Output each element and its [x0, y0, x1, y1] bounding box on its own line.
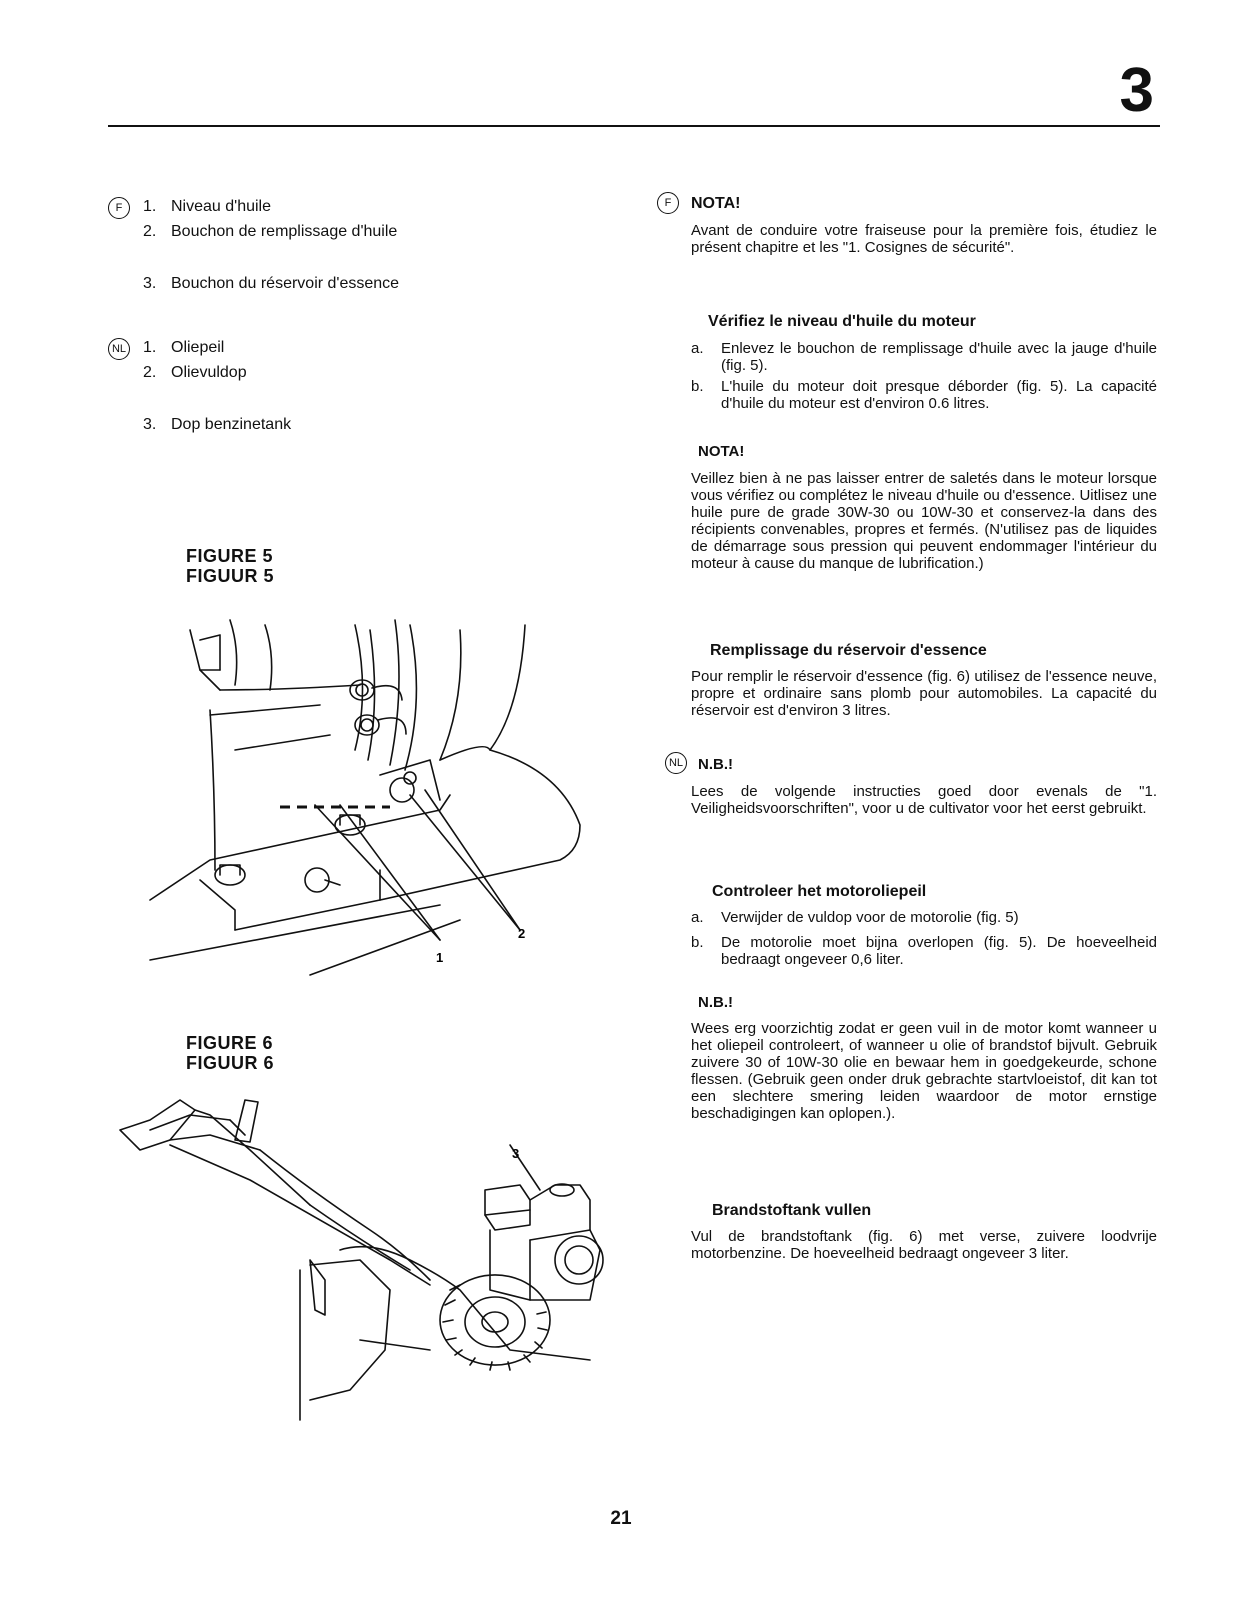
figure-5-callout-2: 2: [518, 926, 526, 941]
header-rule: [108, 125, 1160, 127]
nb-badge: [665, 752, 687, 774]
nota-badge: [657, 192, 679, 214]
nota-text: Avant de conduire votre fraiseuse pour la première fois, étudiez le présent chapitre et les "1. Cosignes de sécurité".: [691, 222, 1157, 256]
figure-5-callout-1: 1: [436, 950, 444, 965]
oil-check-nl-heading: Controleer het motoroliepeil: [712, 883, 927, 900]
figure-5-illustration: [140, 610, 600, 990]
oil-check-nl-list: [691, 909, 1157, 968]
language-nl-icon: NL: [108, 338, 130, 360]
legend-f-badge: [108, 197, 130, 219]
fuel-nl-heading: Brandstoftank vullen: [712, 1202, 872, 1219]
legend-f-item-1: 1. Niveau d'huile: [143, 198, 272, 215]
legend-f-item-2: 2. Bouchon de remplissage d'huile: [143, 223, 398, 240]
list-item: b. L'huile du moteur doit presque déborder (fig. 5). La capacité d'huile du moteur est d'environ 0.6 litres.: [691, 378, 1157, 412]
chapter-number: 3: [1119, 56, 1154, 125]
list-item: b. De motorolie moet bijna overlopen (fig. 5). De hoeveelheid bedraagt ongeveer 0,6 liter.: [691, 934, 1157, 968]
list-item: a. Verwijder de vuldop voor de motorolie (fig. 5): [691, 909, 1019, 926]
nota-heading: NOTA!: [691, 195, 741, 212]
legend-f-item-3: 3. Bouchon du réservoir d'essence: [143, 275, 400, 292]
oil-check-fr-list: [691, 340, 1157, 412]
fuel-fr-heading: Remplissage du réservoir d'essence: [710, 642, 987, 659]
fuel-nl-text: Vul de brandstoftank (fig. 6) met verse, zuivere loodvrije motorbenzine. De hoeveelheid bedraagt ongeveer 3 liter.: [691, 1228, 1157, 1262]
legend-nl-item-1: 1. Oliepeil: [143, 339, 225, 356]
legend-nl-badge: [108, 338, 130, 360]
nb2-text: Wees erg voorzichtig zodat er geen vuil in de motor komt wanneer u het oliepeil controleert, of wanneer u olie of brandstof bijvult. Gebruik zuivere 30 of 10W-30 olie en bewaar hem in goedgekeurde, schone flessen. (Gebruik geen onder druk gebrachte startvloeistof, dit kan tot een slechtere smering leiden waardoor de motor ernstige beschadigingen kan oplopen.).: [691, 1020, 1157, 1122]
nota2-text: Veillez bien à ne pas laisser entrer de saletés dans le moteur lorsque vous vérifiez ou complétez le niveau d'huile ou d'essence. Uitlisez une huile pure de grade 30W-30 ou 10W-30 et conservez-la dans des récipients convenables, propres et fermés. (N'utilisez pas de liquides de démarrage sous pression qui peuvent endommager l'intérieur du moteur à cause du manque de lubrification.): [691, 470, 1157, 572]
language-f-icon: F: [657, 192, 679, 214]
nb-heading: N.B.!: [698, 756, 733, 773]
list-item: a. Enlevez le bouchon de remplissage d'huile avec la jauge d'huile (fig. 5).: [691, 340, 1157, 374]
language-nl-icon: NL: [665, 752, 687, 774]
nb-text: Lees de volgende instructies goed door evenals de "1. Veiligheidsvoorschriften", voor u de cultivator voor het eerst gebruikt.: [691, 783, 1157, 817]
nota2-heading: NOTA!: [698, 443, 745, 460]
figure-6-caption: FIGURE 6 FIGUUR 6: [186, 1033, 275, 1073]
page-number: 21: [610, 1508, 632, 1529]
legend-nl-item-2: 2. Olievuldop: [143, 364, 247, 381]
nb2-heading: N.B.!: [698, 994, 733, 1011]
figure-6-callout-3: 3: [512, 1146, 520, 1161]
language-f-icon: F: [108, 197, 130, 219]
oil-check-fr-heading: Vérifiez le niveau d'huile du moteur: [708, 313, 976, 330]
figure-6-illustration: [110, 1090, 630, 1430]
legend-nl-item-3: 3. Dop benzinetank: [143, 416, 292, 433]
figure-5-caption: FIGURE 5 FIGUUR 5: [186, 546, 275, 586]
fuel-fr-text: Pour remplir le réservoir d'essence (fig. 6) utilisez de l'essence neuve, propre et ordinaire sans plomb pour automobiles. La capacité du réservoir est d'environ 3 litres.: [691, 668, 1157, 719]
